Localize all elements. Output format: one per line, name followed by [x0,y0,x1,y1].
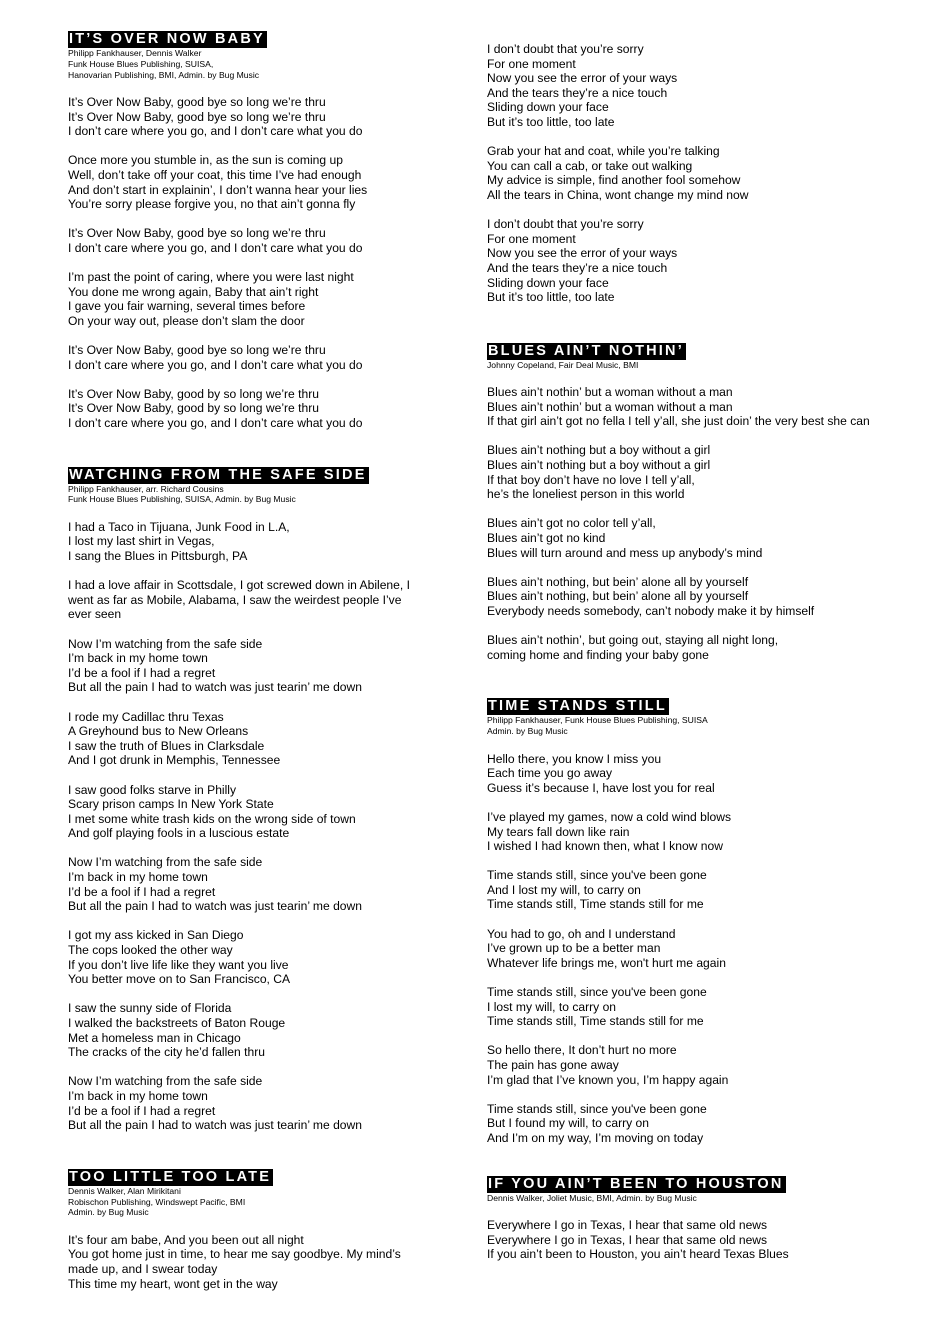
lyrics-stanza: Blues ain’t got no color tell y’all, Blues ain’t got no kind Blues will turn around and mess up anybody’s mind [487,516,763,560]
spacer [487,662,927,697]
lyrics-stanza: Everywhere I go in Texas, I hear that same old news Everywhere I go in Texas, I hear that same old news If you ain’t been to Houston, you ain’t heard Texas Blues [487,1217,789,1262]
song-too-little-too-late-continued [487,42,927,305]
lyrics-stanza: I rode my Cadillac thru Texas A Greyhound bus to New Orleans I saw the truth of Blues in Clarksdale And I got drunk in Memphis, Tennessee [68,709,281,768]
song-title: TIME STANDS STILL [488,698,667,715]
lyrics-stanza: I had a Taco in Tijuana, Junk Food in L.A, I lost my last shirt in Vegas, I sang the Blues in Pittsburgh, PA [68,519,290,564]
lyrics-stanza: Grab your hat and coat, while you’re talking You can call a cab, or take out walking My advice is simple, find another fool somehow All the tears in China, wont change my mind now [487,144,749,202]
lyrics-stanza: It’s Over Now Baby, good bye so long we’re thru I don’t care where you go, and I don’t care what you do [68,226,363,255]
spacer [487,1146,927,1175]
song-title: IT’S OVER NOW BABY [69,31,265,47]
lyrics-stanza: I saw the sunny side of Florida I walked the backstreets of Baton Rouge Met a homeless man in Chicago The cracks of the city he’d fallen thru [68,1001,286,1060]
spacer [487,305,927,342]
lyrics-stanza: Blues ain’t nothing but a boy without a girl Blues ain’t nothing but a boy without a girl If that boy don’t have no love I tell y’all, he’s the loneliest person in this world [487,443,711,502]
song-credits: Philipp Fankhauser, Funk House Blues Publishing, SUISA Admin. by Bug Music [487,715,708,737]
lyrics-stanza: It’s Over Now Baby, good by so long we’re thru It’s Over Now Baby, good by so long we’re thru I don’t care where you go, and I don’t care what you do [68,386,363,431]
lyrics-stanza: Time stands still, since you've been gone I lost my will, to carry on Time stands still, Time stands still for me [487,985,707,1029]
song-credits: Dennis Walker, Joliet Music, BMI, Admin. by Bug Music [487,1192,697,1203]
lyrics-stanza: It’s Over Now Baby, good bye so long we’re thru It’s Over Now Baby, good bye so long we’re thru I don’t care where you go, and I don’t care what you do [68,94,363,139]
spacer [68,1133,440,1168]
lyrics-stanza: So hello there, It don’t hurt no more The pain has gone away I’m glad that I’ve known you, I’m happy again [487,1043,729,1087]
song-title: TOO LITTLE TOO LATE [69,1168,272,1185]
left-column [68,30,440,1291]
song-title: IF YOU AIN’T BEEN TO HOUSTON [488,1175,784,1192]
lyrics-stanza: I saw good folks starve in Philly Scary prison camps In New York State I met some white trash kids on the wrong side of town And golf playing fools in a luscious estate [68,782,356,841]
lyrics-stanza: Blues ain’t nothin’ but a woman without a man Blues ain’t nothin’ but a woman without a man If that girl ain’t got no fella I tell y’all, she just doin’ the very best she can [487,385,870,429]
lyrics-stanza: I’m past the point of caring, where you were last night You done me wrong again, Baby that ain’t right I gave you fair warning, several times before On your way out, please don’t slam the door [68,270,354,328]
lyrics-stanza: Now I’m watching from the safe side I’m back in my home town I’d be a fool if I had a regret But all the pain I had to watch was just tearin’ me down [68,1074,362,1133]
lyrics-stanza: You had to go, oh and I understand I’ve grown up to be a better man Whatever life brings me, won't hurt me again [487,926,726,970]
lyrics-stanza: Time stands still, since you've been gone And I lost my will, to carry on Time stands still, Time stands still for me [487,868,707,912]
lyrics-stanza: Once more you stumble in, as the sun is coming up Well, don’t take off your coat, this time I’ve had enough And don’t start in explainin’, I don’t wanna hear your lies You’re sorry please forgive you, no that ain’t gonna fly [68,153,368,212]
spacer [68,431,440,466]
song-its-over-now-baby [68,30,440,431]
right-column [487,42,927,1262]
lyrics-stanza: Now I’m watching from the safe side I’m back in my home town I’d be a fool if I had a regret But all the pain I had to watch was just tearin’ me down [68,636,362,695]
song-credits: Johnny Copeland, Fair Deal Music, BMI [487,359,639,370]
lyrics-stanza: Blues ain’t nothin’, but going out, staying all night long, coming home and finding your baby gone [487,633,779,662]
song-credits: Philipp Fankhauser, Dennis Walker Funk House Blues Publishing, SUISA, Hanovarian Publishing, BMI, Admin. by Bug Music [68,48,260,80]
lyrics-stanza: Hello there, you know I miss you Each time you go away Guess it’s because I, have lost you for real [487,751,715,795]
lyrics-stanza: Time stands still, since you've been gone But I found my will, to carry on And I’m on my way, I’m moving on today [487,1101,707,1145]
song-time-stands-still [487,697,927,1145]
lyrics-stanza: I’ve played my games, now a cold wind blows My tears fall down like rain I wished I had known then, what I know now [487,809,732,854]
song-title: WATCHING FROM THE SAFE SIDE [69,466,367,483]
lyrics-stanza: I don’t doubt that you’re sorry For one moment Now you see the error of your ways And the tears they’re a nice touch Sliding down your face But it’s too little, too late [487,217,678,305]
song-watching-from-the-safe-side [68,466,440,1133]
lyrics-stanza: Now I’m watching from the safe side I’m back in my home town I’d be a fool if I had a regret But all the pain I had to watch was just tearin’ me down [68,855,362,914]
song-blues-aint-nothin [487,342,927,663]
lyrics-stanza: I don’t doubt that you’re sorry For one moment Now you see the error of your ways And the tears they’re a nice touch Sliding down your face But it’s too little, too late [487,42,678,129]
song-too-little-too-late [68,1168,440,1291]
lyrics-stanza: I had a love affair in Scottsdale, I got screwed down in Abilene, I went as far as Mobile, Alabama, I saw the weirdest people I’ve ever seen [68,578,410,622]
lyrics-stanza: It’s Over Now Baby, good bye so long we’re thru I don’t care where you go, and I don’t care what you do [68,343,363,372]
song-title: BLUES AIN’T NOTHIN’ [488,342,684,359]
lyrics-stanza: I got my ass kicked in San Diego The cops looked the other way If you don’t live life like they want you live You better move on to San Francisco, CA [68,928,291,987]
song-if-you-aint-been-to-houston [487,1175,927,1262]
song-credits: Dennis Walker, Alan Mirikitani Robischon Publishing, Windswept Pacific, BMI Admin. by Bug Music [68,1185,246,1218]
song-credits: Philipp Fankhauser, arr. Richard Cousins Funk House Blues Publishing, SUISA, Admin. by Bug Music [68,483,296,505]
lyrics-stanza: It’s four am babe, And you been out all night You got home just in time, to hear me say goodbye. My mind’s made up, and I swear today This time my heart, wont get in the way [68,1232,401,1291]
lyrics-stanza: Blues ain’t nothing, but bein’ alone all by yourself Blues ain’t nothing, but bein’ alone all by yourself Everybody needs somebody, can’t nobody make it by himself [487,574,815,618]
